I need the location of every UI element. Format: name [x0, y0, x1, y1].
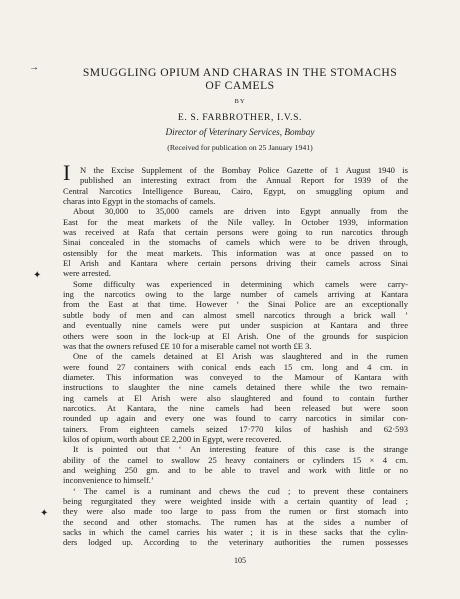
byline-label: BY — [234, 98, 246, 105]
text-line: was that the owners refused £E 10 for a miserable camel not worth £E 3. — [63, 340, 312, 351]
text-line: ‘ The camel is a ruminant and chews the cud ; to prevent these containers — [73, 485, 408, 496]
text-line: ostensibly for the meat markets. This information was at once passed on to — [63, 247, 408, 258]
drop-cap: I — [63, 160, 71, 185]
text-line: published an interesting extract from the Annual Report for 1939 of the — [80, 175, 408, 186]
text-line: instructions to slaughter the nine camels detained there while the two remain- — [63, 382, 408, 393]
article-title-line1: SMUGGLING OPIUM AND CHARAS IN THE STOMACHS — [82, 66, 398, 79]
text-line: sacks in which the camel carries his water ; it is in these sacks that the cylin- — [63, 527, 408, 538]
text-line: rounded up again and every one was found to carry narcotics in similar con- — [63, 413, 408, 424]
text-line: About 30,000 to 35,000 camels are driven into Egypt annually from the — [73, 206, 408, 217]
text-line: One of the camels detained at El Arish was slaughtered and in the rumen — [73, 351, 408, 362]
text-line: diameter. This information was conveyed to the Mamour of Kantara with — [63, 371, 408, 382]
text-line: kilos of opium, worth about £E 2,200 in Egypt, were recovered. — [63, 433, 282, 444]
text-line: Some difficulty was experienced in determining which camels were carry- — [73, 278, 408, 289]
margin-mark-bottom: ✦ — [40, 508, 49, 519]
text-line: tainers. From eighteen camels seized 17·770 kilos of hashish and 62·593 — [63, 423, 408, 434]
text-line: they were also made too large to pass from the rumen or first stomach into — [63, 506, 408, 517]
body-text — [63, 186, 408, 548]
text-line: was received at Rafa that certain persons were going to run narcotics through — [63, 227, 408, 238]
page-number: 105 — [234, 556, 246, 565]
text-line: were found 27 containers with conical ends each 15 cm. long and 4 cm. in — [63, 361, 408, 372]
text-line: ability of the camel to swallow 25 heavy containers or cylinders 15 × 4 cm. — [63, 454, 408, 465]
text-line: the second and other stomachs. The rumen has at the sides a number of — [63, 516, 408, 527]
text-line: ing camels at El Arish were also slaughtered and found to contain further — [63, 392, 408, 403]
text-line: Central Narcotics Intelligence Bureau, Cairo, Egypt, on smuggling opium and — [63, 185, 408, 196]
text-line: inconvenience to himself.’ — [63, 475, 154, 486]
text-line: narcotics. At Kantara, the nine camels had been released but were soon — [63, 402, 408, 413]
first-paragraph-lead — [80, 165, 408, 186]
text-line: others were soon in the lock-up at El Arish. One of the grounds for suspicion — [63, 330, 408, 341]
text-line: Sinai concealed in the stomachs of camels which were to be driven through, — [63, 237, 408, 248]
article-title-line2: OF CAMELS — [205, 79, 275, 92]
text-line: subtle body of men and can almost smell narcotics through a brick wall ’ — [63, 309, 408, 320]
margin-mark-middle: ✦ — [33, 270, 42, 281]
text-line: It is pointed out that ‘ An interesting feature of this case is the strange — [73, 444, 408, 455]
text-line: ders lodged up. According to the veterinary authorities the rumen possesses — [63, 537, 408, 548]
text-line: El Arish and Kantara where certain persons driving their camels across Sinai — [63, 258, 408, 269]
text-line: from the East at that time. However ‘ the Sinai Police are an exceptionally — [63, 299, 408, 310]
author-name: E. S. FARBROTHER, I.V.S. — [177, 112, 303, 123]
text-line: and eventually nine camels were put under suspicion at Kantara and three — [63, 320, 408, 331]
margin-mark-top: → — [29, 62, 39, 73]
author-role: Director of Veterinary Services, Bombay — [165, 127, 315, 137]
text-line: ing the narcotics owing to the large number of camels arriving at Kantara — [63, 289, 408, 300]
text-line: East for the meat markets of the Nile valley. In October 1939, information — [63, 216, 408, 227]
text-line: being regurgitated they were weighted inside with a certain quantity of lead ; — [63, 496, 408, 506]
text-line: charas into Egypt in the stomachs of camels. — [63, 196, 216, 207]
text-line: were arrested. — [63, 268, 111, 279]
text-line: N the Excise Supplement of the Bombay Police Gazette of 1 August 1940 is — [80, 165, 408, 175]
received-date: (Received for publication on 25 January 1941) — [167, 143, 313, 152]
text-line: and weighing 250 gm. and to be able to travel and work with little or no — [63, 464, 408, 475]
